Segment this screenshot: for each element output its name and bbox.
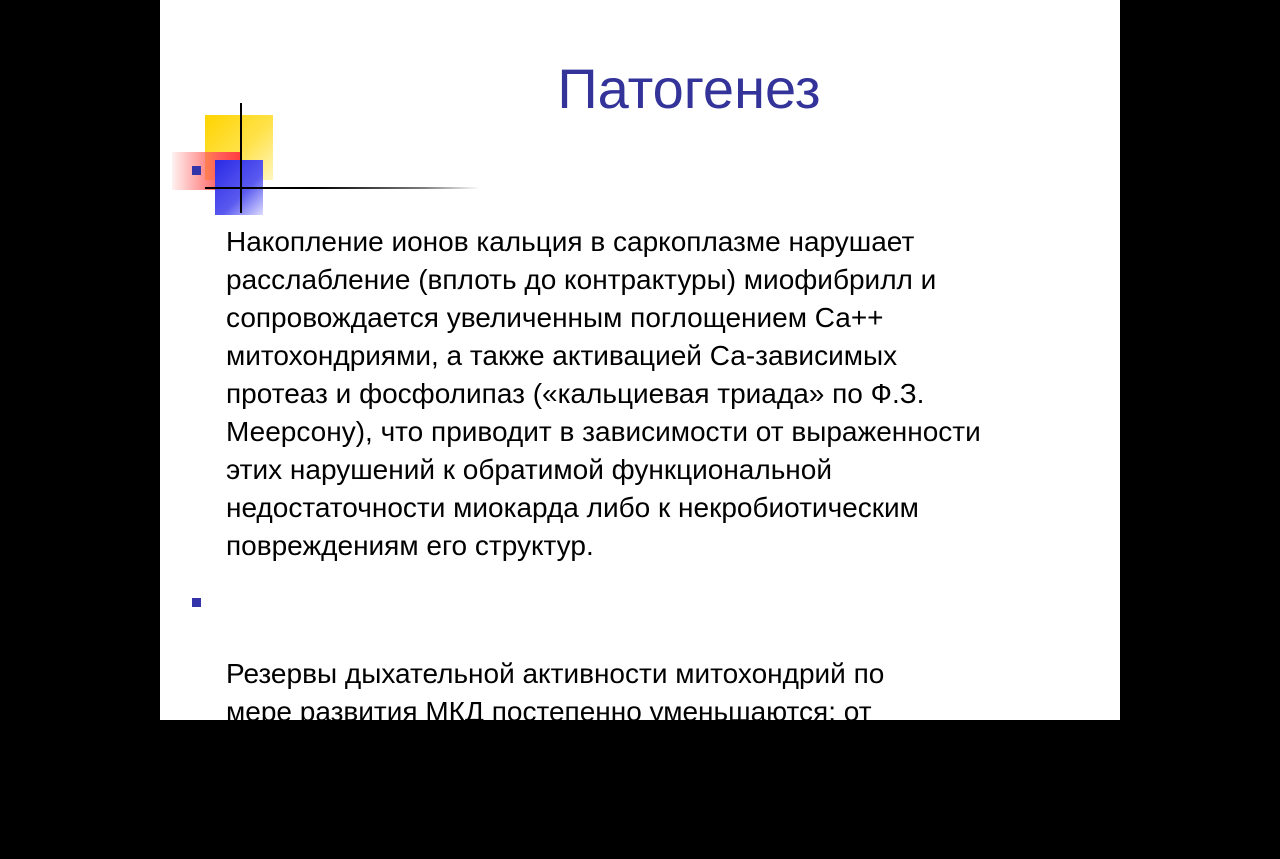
square-bullet-icon xyxy=(192,598,201,607)
bullet-item xyxy=(160,147,1120,565)
bullet-text: Накопление ионов кальция в саркоплазме нарушает расслабление (вплоть до контрактуры) миофибрилл и сопровождается увеличенным поглощением Са++ митохондриями, а также активацией Са-зависимых протеаз и фосфолипаз («кальциевая триада» по Ф.З. Меерсону), что приводит в зависимости от выраженности этих нарушений к обратимой функциональной недостаточности миокарда либо к некробиотическим повреждениям его структур. xyxy=(226,226,981,561)
slide-title: Патогенез xyxy=(557,57,821,120)
bullet-item xyxy=(160,579,1120,845)
bullet-list xyxy=(160,147,1120,859)
slide xyxy=(160,0,1120,841)
bullet-text: Резервы дыхательной активности митохондрий по мере развития МКД постепенно уменьшаются: от повышенного уровня их дыхательной функции в покое до ее снижения, что совпадает с клиническими проявлениями сердечной недостаточности. xyxy=(226,658,979,841)
square-bullet-icon xyxy=(192,166,201,175)
